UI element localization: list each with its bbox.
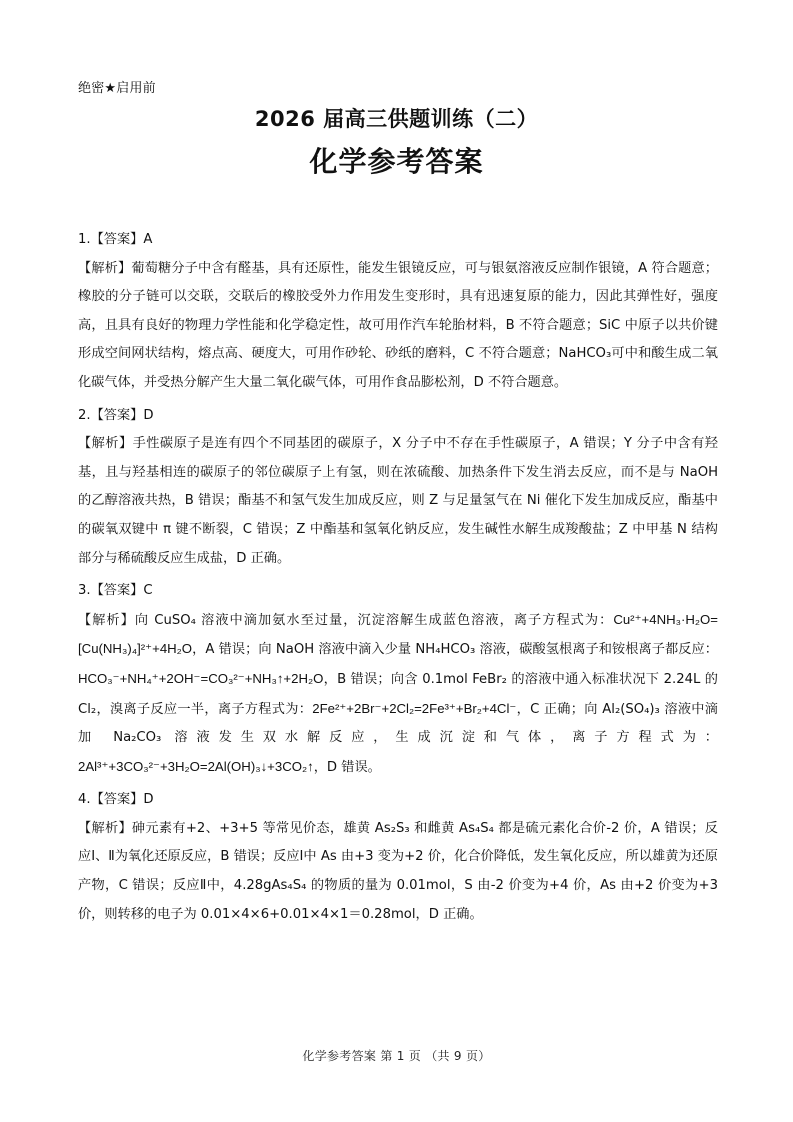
q3-equation-3: 2Fe²⁺+2Br⁻+2Cl₂=2Fe³⁺+Br₂+4Cl⁻ bbox=[312, 700, 517, 716]
q3-line1: 【解析】向 CuSO₄ 溶液中滴加氨水至过量，沉淀溶解生成蓝色溶液，离子方程式为： bbox=[78, 612, 614, 628]
q3-text-a: ，A 错误；向 NaOH 溶液中滴入少量 NH₄HCO₃ 溶液，碳酸氢根离子和铵根离子都反应： bbox=[192, 642, 718, 658]
q3-analysis bbox=[78, 606, 718, 783]
q3-text-d: ，D 错误。 bbox=[313, 759, 381, 775]
q3-text-c: ，C 正确；向 Al₂(SO₄)₃ 溶液中滴加 Na₂CO₃ 溶液发生双水解反应，生成沉淀和气体，离子方程式为： bbox=[78, 701, 718, 746]
q2-analysis: 【解析】手性碳原子是连有四个不同基团的碳原子，X 分子中不存在手性碳原子，A 错误；Y 分子中含有羟基，且与羟基相连的碳原子的邻位碳原子上有氢，则在浓硫酸、加热条件下发生消去反应，而不是与 NaOH 的乙醇溶液共热，B 错误；酯基不和氢气发生加成反应，则 Z 与足量氢气在 Ni 催化下发生加成反应，酯基中的碳氧双键中 π 键不断裂，C 错误；Z 中酯基和氢氧化钠反应，发生碱性水解生成羧酸盐；Z 中甲基 N 结构部分与稀硫酸反应生成盐，D 正确。 bbox=[78, 436, 718, 566]
q3-answer: 3.【答案】C bbox=[78, 583, 153, 599]
q1-analysis: 【解析】葡萄糖分子中含有醛基，具有还原性，能发生银镜反应，可与银氨溶液反应制作银镜，A 符合题意；橡胶的分子链可以交联，交联后的橡胶受外力作用发生变形时，具有迅速复原的能力，因此其弹性好，强度高，且具有良好的物理力学性能和化学稳定性，故可用作汽车轮胎材料，B 不符合题意；SiC 中原子以共价键形成空间网状结构，熔点高、硬度大，可用作砂轮、砂纸的磨料，C 不符合题意；NaHCO₃可中和酸生成二氧化碳气体，并受热分解产生大量二氧化碳气体，可用作食品膨松剂，D 不符合题意。 bbox=[78, 260, 718, 390]
page-footer: 化学参考答案 第 1 页 （共 9 页） bbox=[302, 1049, 491, 1063]
q3-equation-1: Cu²⁺+4NH₃·H₂O=[Cu(NH₃)₄]²⁺+4H₂O bbox=[78, 611, 718, 657]
q3-equation-4: 2Al³⁺+3CO₃²⁻+3H₂O=2Al(OH)₃↓+3CO₂↑ bbox=[78, 758, 314, 774]
exam-title: 2026 届高三供题训练（二） bbox=[254, 107, 539, 131]
q3-equation-2: HCO₃⁻+NH₄⁺+2OH⁻=CO₃²⁻+NH₃↑+2H₂O bbox=[78, 670, 324, 686]
q1-answer: 1.【答案】A bbox=[78, 232, 153, 247]
q3-text-b: ，B 错误；向含 0.1mol FeBr₂ 的溶液中通入标准状况下 2.24L 的 Cl₂，溴离子反应一半，离子方程式为： bbox=[78, 671, 718, 717]
answer-content bbox=[78, 226, 718, 929]
q4-analysis: 【解析】砷元素有+2、+3+5 等常见价态，雄黄 As₂S₃ 和雌黄 As₄S₄ 都是硫元素化合价-2 价，A 错误；反应Ⅰ、Ⅱ为氧化还原反应，B 错误；反应Ⅰ中 As 由+3 变为+2 价，化合价降低，发生氧化反应，所以雄黄为还原产物，C 错误；反应Ⅱ中，4.28gAs₄S₄ 的物质的量为 0.01mol，S 由-2 价变为+4 价，As 由+2 价变为+3 价，则转移的电子为 0.01×4×6+0.01×4×1＝0.28mol，D 正确。 bbox=[78, 820, 718, 922]
q2-answer: 2.【答案】D bbox=[78, 407, 154, 423]
secret-label: 绝密★启用前 bbox=[78, 81, 156, 96]
q4-answer: 4.【答案】D bbox=[78, 792, 154, 808]
answer-title: 化学参考答案 bbox=[309, 145, 484, 178]
